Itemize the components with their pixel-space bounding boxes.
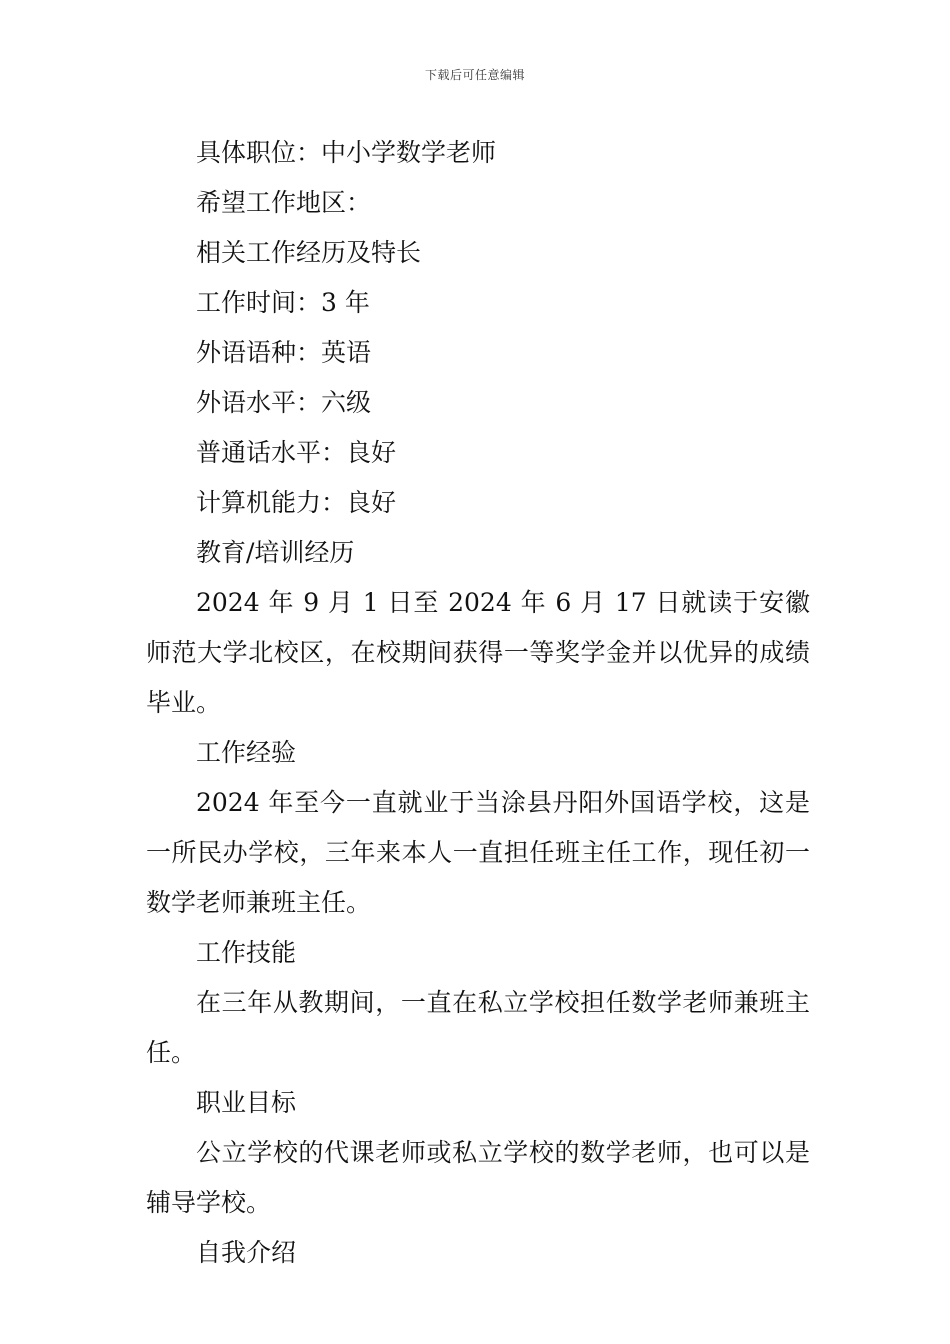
work-time-line: 工作时间：3 年 [196,288,370,317]
career-goal-heading: 职业目标 [196,1088,297,1117]
language-type-line: 外语语种：英语 [196,338,372,367]
work-skills-paragraph: 在三年从教期间，一直在私立学校担任数学老师兼班主任。 [146,988,810,1067]
resume-content [146,128,810,1278]
work-skills-heading: 工作技能 [196,938,297,967]
work-experience-heading: 工作经验 [196,738,297,767]
language-level-line: 外语水平：六级 [196,388,372,417]
education-paragraph: 2024 年 9 月 1 日至 2024 年 6 月 17 日就读于安徽师范大学北校区，在校期间获得一等奖学金并以优异的成绩毕业。 [146,588,810,717]
career-goal-paragraph: 公立学校的代课老师或私立学校的数学老师，也可以是辅导学校。 [146,1138,810,1217]
location-line: 希望工作地区： [196,188,372,217]
experience-heading: 相关工作经历及特长 [196,238,422,267]
self-intro-heading: 自我介绍 [196,1238,297,1267]
work-experience-paragraph: 2024 年至今一直就业于当涂县丹阳外国语学校，这是一所民办学校，三年来本人一直担任班主任工作，现任初一数学老师兼班主任。 [146,788,810,917]
header-note: 下载后可任意编辑 [424,68,525,82]
education-heading: 教育/培训经历 [196,538,355,567]
position-line: 具体职位：中小学数学老师 [196,138,497,167]
computer-skill-line: 计算机能力：良好 [196,488,397,517]
mandarin-level-line: 普通话水平：良好 [196,438,397,467]
